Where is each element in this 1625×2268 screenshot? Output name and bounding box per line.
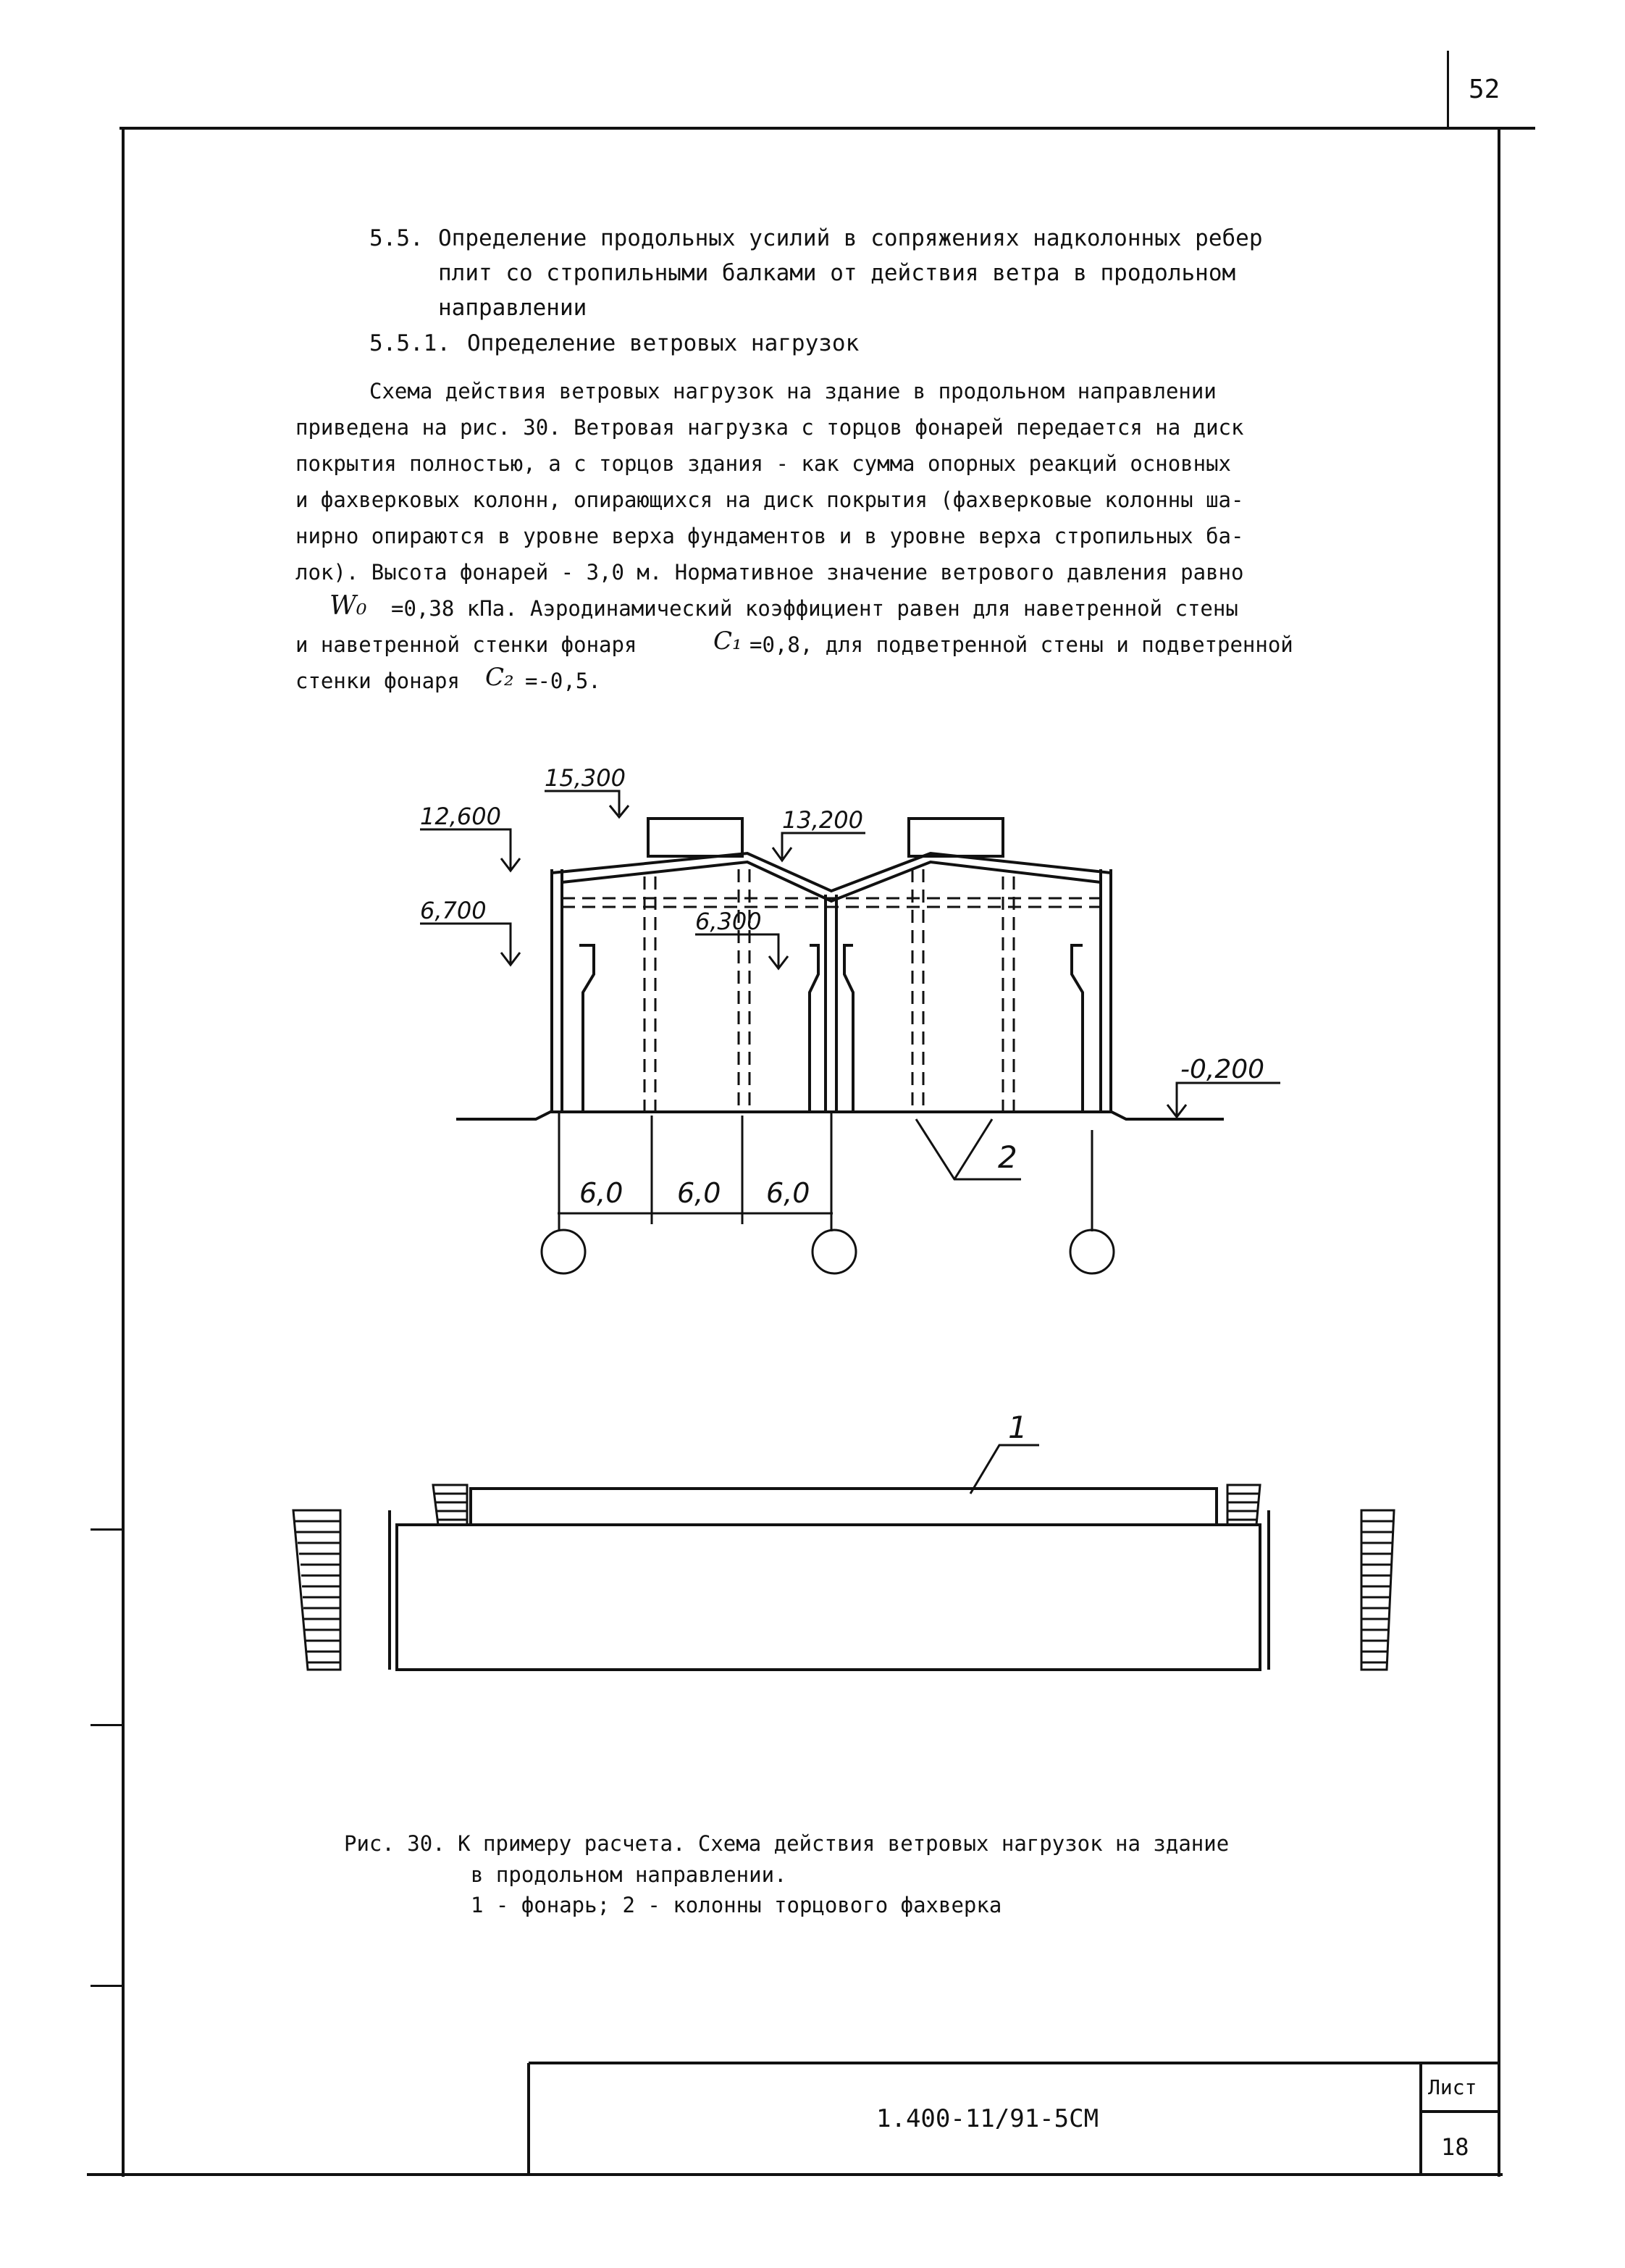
body-line-4: и фахверковых колонн, опирающихся на диск покрытия (фахверковые колонны ша- (295, 488, 1244, 512)
span-3: 6,0 (766, 1177, 810, 1209)
section-heading-line-1: Определение продольных усилий в сопряжениях надколонных ребер (438, 225, 1263, 251)
callout-label-1: 1 (1008, 1410, 1028, 1445)
crane-console-right (1072, 945, 1083, 1112)
sheet-label: Лист (1428, 2075, 1477, 2099)
figure-caption-line-2: в продольном направлении. (471, 1862, 787, 1887)
body-line-1: Схема действия ветровых нагрузок на здание в продольном направлении (369, 379, 1217, 403)
wind-load-right-hatch (1361, 1510, 1394, 1670)
elev-13200: 13,200 (782, 806, 863, 834)
elev-6700: 6,700 (420, 897, 487, 924)
symbol-c2: C₂ (485, 663, 514, 692)
crane-console-left (579, 945, 594, 1112)
symbol-w0: W₀ (329, 591, 367, 621)
section-heading-line-3: направлении (438, 295, 587, 321)
elev-6300-marker (695, 934, 788, 968)
section-number: 5.5. (369, 225, 424, 251)
page-number: 52 (1469, 75, 1500, 104)
elev-15300: 15,300 (545, 764, 626, 792)
lantern-left (648, 819, 742, 856)
span-1: 6,0 (579, 1177, 623, 1209)
figure-caption-line-1: Рис. 30. К примеру расчета. Схема действия ветровых нагрузок на здание (344, 1831, 1230, 1856)
subsection-title: Определение ветровых нагрузок (467, 330, 860, 356)
body-line-10: стенки фонаря (295, 669, 460, 693)
body-line-11: =-0,5. (525, 669, 601, 693)
lantern-right (909, 819, 1003, 856)
wind-load-lantern-left-hatch (433, 1485, 467, 1525)
section-heading-line-2: плит со стропильными балками от действия ветра в продольном (438, 260, 1236, 286)
body-line-3: покрытия полностью, а с торцов здания - как сумма опорных реакций основных (295, 451, 1232, 476)
symbol-c1: C₁ (713, 627, 742, 656)
axis-circle-left (542, 1230, 585, 1273)
body-line-8: и наветренной стенки фонаря (295, 632, 637, 657)
subsection-number: 5.5.1. (369, 330, 450, 356)
ground-line (456, 1112, 1224, 1119)
elev-minus0200: -0,200 (1180, 1055, 1265, 1084)
sheet-number: 18 (1441, 2133, 1469, 2161)
wind-load-left-hatch (293, 1510, 340, 1670)
wind-load-lantern-right-hatch (1227, 1485, 1260, 1525)
body-line-6: лок). Высота фонарей - 3,0 м. Нормативное значение ветрового давления равно (295, 560, 1244, 585)
plan-building-outline (397, 1525, 1260, 1670)
span-2: 6,0 (677, 1177, 721, 1209)
body-line-7: =0,38 кПа. Аэродинамический коэффициент равен для наветренной стены (391, 596, 1238, 621)
callout-label-2: 2 (998, 1139, 1017, 1175)
elev-6300: 6,300 (695, 908, 762, 935)
elev-6700-marker (420, 924, 520, 965)
axis-circle-mid (812, 1230, 856, 1273)
body-line-5: нирно опираются в уровне верха фундаментов и в уровне верха стропильных ба- (295, 524, 1244, 548)
elev-15300-marker (545, 791, 629, 817)
plan-lantern-1 (471, 1489, 1217, 1525)
callout-1 (970, 1445, 1039, 1494)
roof-bottom (562, 862, 1101, 901)
body-line-9: =0,8, для подветренной стены и подветренной (749, 632, 1293, 657)
document-code: 1.400-11/91-5СМ (876, 2104, 1099, 2133)
crane-console-mid-right (844, 945, 853, 1112)
elev-minus0200-marker (1167, 1083, 1280, 1117)
elev-12600: 12,600 (420, 803, 501, 830)
body-line-2: приведена на рис. 30. Ветровая нагрузка с торцов фонарей передается на диск (295, 415, 1244, 440)
elev-13200-marker (773, 833, 865, 861)
figure-caption-line-3: 1 - фонарь; 2 - колонны торцового фахверка (471, 1893, 1002, 1917)
crane-console-mid-left (810, 945, 818, 1112)
axis-circle-right (1070, 1230, 1114, 1273)
elev-12600-marker (420, 829, 520, 871)
